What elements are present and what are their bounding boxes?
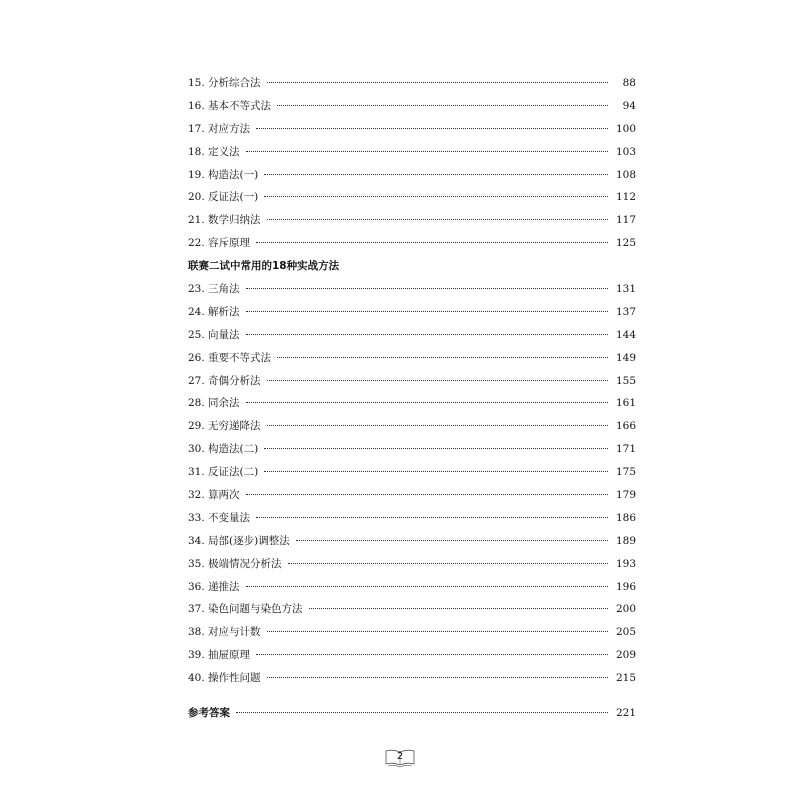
toc-entry-label: 39. 抽屉原理 bbox=[188, 649, 251, 662]
toc-entry-label: 23. 三角法 bbox=[188, 283, 240, 296]
toc-entry[interactable] bbox=[188, 164, 636, 187]
toc-entry-page: 94 bbox=[622, 99, 636, 112]
dot-leader bbox=[267, 82, 608, 83]
toc-entry-answers[interactable] bbox=[188, 702, 636, 725]
dot-leader bbox=[246, 334, 608, 335]
toc-entry[interactable] bbox=[188, 72, 636, 95]
toc-entry[interactable] bbox=[188, 484, 636, 507]
dot-leader bbox=[246, 586, 608, 587]
toc-entry-label: 16. 基本不等式法 bbox=[188, 99, 272, 112]
dot-leader bbox=[264, 196, 608, 197]
toc-entry-label: 40. 操作性问题 bbox=[188, 672, 261, 685]
toc-entry-label: 25. 向量法 bbox=[188, 328, 240, 341]
toc-entry-page: 189 bbox=[615, 534, 636, 547]
toc-entry-label: 20. 反证法(一) bbox=[188, 191, 259, 204]
toc-entry-page: 161 bbox=[615, 397, 636, 410]
spacer bbox=[188, 690, 636, 702]
toc-entry-label: 15. 分析综合法 bbox=[188, 77, 261, 89]
toc-entry-label: 28. 同余法 bbox=[188, 397, 240, 410]
toc-entry-label: 31. 反证法(二) bbox=[188, 466, 259, 479]
toc-entry-label: 18. 定义法 bbox=[188, 145, 240, 158]
dot-leader bbox=[264, 174, 608, 175]
toc-entry-page: 149 bbox=[615, 351, 636, 364]
toc-entry-page: 103 bbox=[615, 145, 636, 158]
toc-entry-label: 24. 解析法 bbox=[188, 305, 240, 318]
toc-entry-page: 215 bbox=[615, 672, 636, 685]
toc-entry[interactable] bbox=[188, 370, 636, 393]
dot-leader bbox=[246, 311, 608, 312]
toc-entry-label: 参考答案 bbox=[188, 707, 230, 720]
dot-leader bbox=[288, 563, 608, 564]
toc-entry-page: 108 bbox=[615, 168, 636, 181]
dot-leader bbox=[267, 631, 608, 632]
dot-leader bbox=[256, 654, 608, 655]
toc-entry-label: 30. 构造法(二) bbox=[188, 443, 259, 456]
dot-leader bbox=[267, 380, 608, 381]
toc-entry[interactable] bbox=[188, 598, 636, 621]
toc-entry[interactable] bbox=[188, 392, 636, 415]
dot-leader bbox=[246, 288, 608, 289]
toc-entry[interactable] bbox=[188, 667, 636, 690]
toc-entry-page: 221 bbox=[615, 707, 636, 720]
dot-leader bbox=[277, 357, 608, 358]
toc-entry[interactable] bbox=[188, 95, 636, 118]
toc-entry-label: 26. 重要不等式法 bbox=[188, 351, 272, 364]
toc-entry[interactable] bbox=[188, 415, 636, 438]
toc-entry-label: 38. 对应与计数 bbox=[188, 626, 261, 639]
toc-entry[interactable] bbox=[188, 621, 636, 644]
toc-entry[interactable] bbox=[188, 644, 636, 667]
toc-entry-page: 112 bbox=[615, 191, 636, 204]
toc-entry-label: 22. 容斥原理 bbox=[188, 237, 251, 250]
toc-entry-page: 125 bbox=[615, 237, 636, 250]
dot-leader bbox=[256, 128, 608, 129]
dot-leader bbox=[264, 471, 608, 472]
toc-entry[interactable] bbox=[188, 118, 636, 141]
toc-entry-page: 88 bbox=[622, 77, 636, 89]
toc-entry[interactable] bbox=[188, 186, 636, 209]
toc-entry-label: 33. 不变量法 bbox=[188, 511, 251, 524]
toc-entry-page: 100 bbox=[615, 122, 636, 135]
toc-entry-page: 205 bbox=[615, 626, 636, 639]
dot-leader bbox=[246, 494, 608, 495]
toc-entry-page: 144 bbox=[615, 328, 636, 341]
toc-entry[interactable] bbox=[188, 278, 636, 301]
toc-entry-label: 17. 对应方法 bbox=[188, 122, 251, 135]
dot-leader bbox=[309, 608, 608, 609]
dot-leader bbox=[264, 448, 608, 449]
toc-entry-page: 196 bbox=[615, 580, 636, 593]
toc-entry-page: 193 bbox=[615, 557, 636, 570]
toc-entry[interactable] bbox=[188, 301, 636, 324]
toc-entry[interactable] bbox=[188, 141, 636, 164]
toc-entry-page: 209 bbox=[615, 649, 636, 662]
toc-entry-label: 36. 递推法 bbox=[188, 580, 240, 593]
table-of-contents bbox=[188, 72, 636, 725]
toc-entry-label: 32. 算两次 bbox=[188, 489, 240, 502]
toc-entry-label: 34. 局部(逐步)调整法 bbox=[188, 534, 290, 547]
toc-entry-page: 171 bbox=[615, 443, 636, 456]
toc-entry[interactable] bbox=[188, 209, 636, 232]
toc-entry-label: 19. 构造法(一) bbox=[188, 168, 259, 181]
toc-entry-page: 166 bbox=[615, 420, 636, 433]
toc-entry[interactable] bbox=[188, 232, 636, 255]
dot-leader bbox=[246, 151, 608, 152]
toc-entry[interactable] bbox=[188, 507, 636, 530]
toc-entry-page: 175 bbox=[615, 466, 636, 479]
page-footer bbox=[384, 748, 416, 768]
toc-entry-label: 37. 染色问题与染色方法 bbox=[188, 603, 303, 616]
dot-leader bbox=[256, 517, 608, 518]
dot-leader bbox=[267, 425, 608, 426]
toc-entry[interactable] bbox=[188, 461, 636, 484]
toc-entry-page: 200 bbox=[615, 603, 636, 616]
toc-group-a bbox=[188, 72, 636, 255]
toc-entry-page: 186 bbox=[615, 511, 636, 524]
toc-entry[interactable] bbox=[188, 553, 636, 576]
dot-leader bbox=[296, 540, 608, 541]
dot-leader bbox=[277, 105, 608, 106]
dot-leader bbox=[256, 242, 608, 243]
toc-entry[interactable] bbox=[188, 324, 636, 347]
toc-entry-page: 117 bbox=[615, 214, 636, 227]
dot-leader bbox=[267, 677, 608, 678]
toc-entry[interactable] bbox=[188, 438, 636, 461]
toc-entry[interactable] bbox=[188, 347, 636, 370]
dot-leader bbox=[236, 712, 608, 713]
dot-leader bbox=[267, 219, 608, 220]
toc-entry-label: 27. 奇偶分析法 bbox=[188, 374, 261, 387]
toc-entry-label: 29. 无穷递降法 bbox=[188, 420, 261, 433]
toc-entry-page: 131 bbox=[615, 283, 636, 296]
section-heading: 联赛二试中常用的18种实战方法 bbox=[188, 260, 340, 273]
toc-entry[interactable] bbox=[188, 530, 636, 553]
toc-entry[interactable] bbox=[188, 576, 636, 599]
toc-entry-page: 155 bbox=[615, 374, 636, 387]
page-number: 2 bbox=[396, 750, 404, 762]
dot-leader bbox=[246, 402, 608, 403]
toc-entry-page: 137 bbox=[615, 305, 636, 318]
toc-entry-page: 179 bbox=[615, 489, 636, 502]
toc-entry-label: 35. 极端情况分析法 bbox=[188, 557, 282, 570]
toc-group-b bbox=[188, 278, 636, 690]
toc-entry-label: 21. 数学归纳法 bbox=[188, 214, 261, 227]
